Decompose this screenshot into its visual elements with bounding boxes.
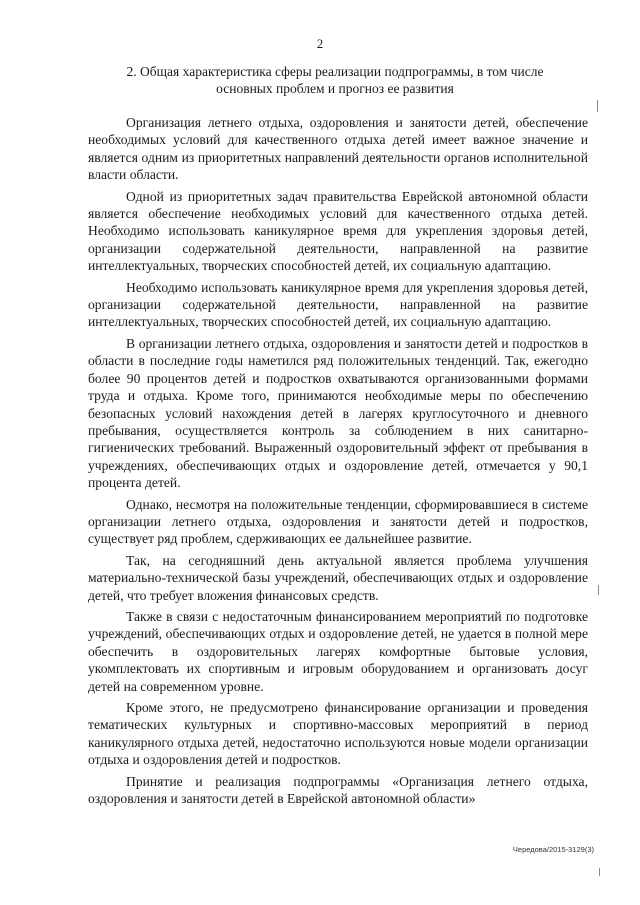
document-body — [88, 114, 588, 811]
paragraph: Также в связи с недостаточным финансированием мероприятий по подготовке учреждений, обеспечивающих отдых и оздоровление детей, не удается в полной мере обеспечить в оздоровительных лагерях комфортные бытовые условия, укомплектовать их спортивным и игровым оборудованием и организовать досуг детей на современном уровне. — [88, 608, 588, 694]
footer-code: Чередова/2015-3129(3) — [512, 845, 594, 854]
paragraph: Организация летнего отдыха, оздоровления и занятости детей, обеспечение необходимых условий для качественного отдыха детей имеет важное значение и является одним из приоритетных направлений деятельности органов исполнительной власти области. — [88, 115, 588, 183]
scan-mark — [598, 585, 599, 595]
paragraph: Так, на сегодняшний день актуальной является проблема улучшения материально-технической базы учреждений, обеспечивающих отдых и оздоровление детей, что требует вложения финансовых средств. — [88, 552, 588, 603]
scan-mark — [599, 868, 600, 876]
paragraph: Кроме этого, не предусмотрено финансирование организации и проведения тематических культурных и спортивно-массовых мероприятий в период каникулярного отдыха детей, недостаточно используются новые модели организации отдыха и оздоровления детей и подростков. — [88, 700, 588, 768]
page-number: 2 — [316, 36, 324, 51]
section-heading: 2. Общая характеристика сферы реализации подпрограммы, в том числе основных проблем и прогноз ее развития — [126, 64, 544, 96]
paragraph: В организации летнего отдыха, оздоровления и занятости детей и подростков в области в последние годы наметился ряд положительных тенденций. Так, ежегодно более 90 процентов детей и подростков охватываются организованными формами труда и отдыха. Кроме того, принимаются необходимые меры по обеспечению безопасных условий нахождения детей в лагерях круглосуточного и дневного пребывания, осуществляется контроль за соблюдением в них санитарно-гигиенических требований. Выраженный оздоровительный эффект от пребывания в учреждениях, обеспечивающих отдых и оздоровление детей, отмечается у 90,1 процента детей. — [88, 335, 588, 491]
paragraph: Необходимо использовать каникулярное время для укрепления здоровья детей, организации содержательной деятельности, направленной на развитие интеллектуальных, творческих способностей детей, их социальную адаптацию. — [88, 279, 588, 330]
paragraph: Принятие и реализация подпрограммы «Организация летнего отдыха, оздоровления и занятости детей в Еврейской автономной области» — [88, 773, 588, 807]
scan-mark — [597, 100, 598, 112]
paragraph: Одной из приоритетных задач правительства Еврейской автономной области является обеспечение необходимых условий для качественного отдыха детей. Необходимо использовать каникулярное время для укрепления здоровья детей, организации содержательной деятельности, направленной на развитие интеллектуальных, творческих способностей детей, их социальную адаптацию. — [88, 188, 588, 274]
paragraph: Однако, несмотря на положительные тенденции, сформировавшиеся в системе организации летнего отдыха, оздоровления и занятости детей и подростков, существует ряд проблем, сдерживающих ее дальнейшее развитие. — [88, 496, 588, 547]
